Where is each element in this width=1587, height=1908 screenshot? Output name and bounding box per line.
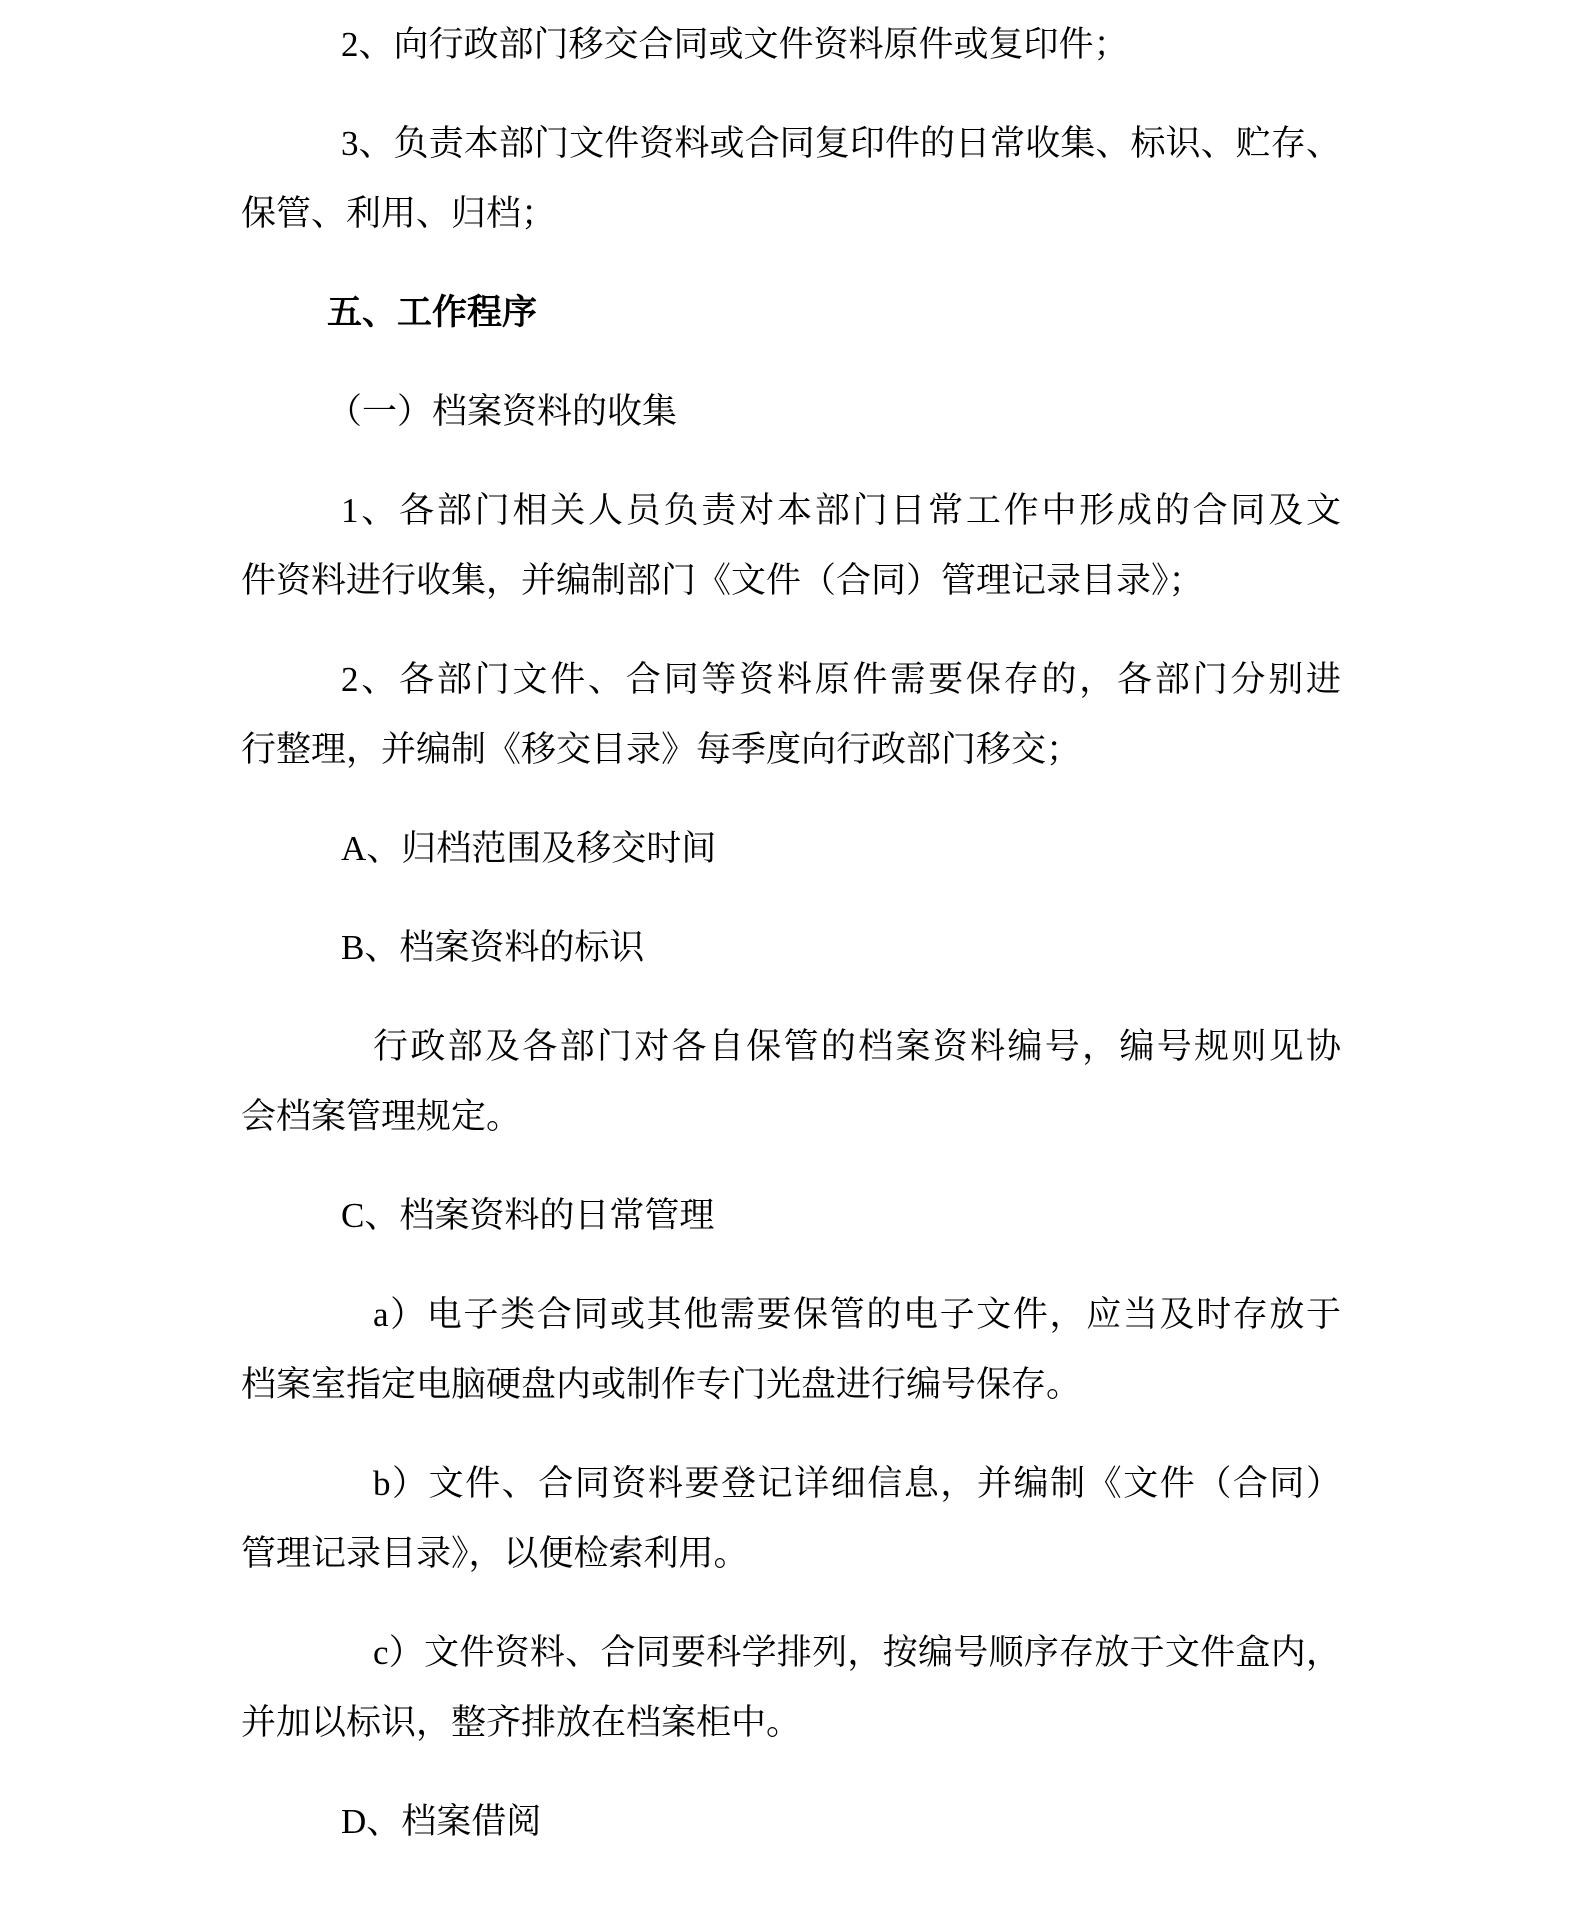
paragraph-item-2-transfer-to-admin xyxy=(241,10,1341,80)
text-line: C、档案资料的日常管理 xyxy=(341,1196,715,1235)
heading-text: 五、工作程序 xyxy=(327,293,538,332)
text-line: a）电子类合同或其他需要保管的电子文件，应当及时存放于 xyxy=(373,1295,1341,1334)
paragraph-item-b-registration xyxy=(241,1449,1341,1589)
paragraph-item-3-daily-collection xyxy=(241,109,1341,249)
text-line: 管理记录目录》，以便检索利用。 xyxy=(241,1534,749,1573)
paragraph-item-B-archive-labeling xyxy=(241,913,1341,983)
text-line: 3、负责本部门文件资料或合同复印件的日常收集、标识、贮存、 xyxy=(341,124,1341,163)
text-line: 1、各部门相关人员负责对本部门日常工作中形成的合同及文 xyxy=(341,491,1341,530)
paragraph-item-2-original-preservation xyxy=(241,645,1341,785)
text-line: 并加以标识，整齐排放在档案柜中。 xyxy=(241,1703,802,1742)
paragraph-item-D-archive-borrowing xyxy=(241,1787,1341,1857)
text-line: A、归档范围及移交时间 xyxy=(341,829,717,868)
text-line: 行政部及各部门对各自保管的档案资料编号，编号规则见协 xyxy=(373,1027,1341,1066)
document-text-body xyxy=(241,10,1341,1886)
text-line: b）文件、合同资料要登记详细信息，并编制《文件（合同） xyxy=(373,1464,1341,1503)
text-line: 会档案管理规定。 xyxy=(241,1097,522,1136)
paragraph-item-c-arrangement xyxy=(241,1618,1341,1758)
text-line: 档案室指定电脑硬盘内或制作专门光盘进行编号保存。 xyxy=(241,1365,1082,1404)
heading-work-procedure xyxy=(241,278,1341,348)
text-line: 件资料进行收集，并编制部门《文件（合同）管理记录目录》； xyxy=(241,561,1204,600)
paragraph-item-a-electronic-files xyxy=(241,1280,1341,1420)
text-line: D、档案借阅 xyxy=(341,1802,542,1841)
text-line: 行整理，并编制《移交目录》每季度向行政部门移交； xyxy=(241,730,1082,769)
section-heading-archive-collection xyxy=(241,377,1341,447)
paragraph-item-C-daily-management xyxy=(241,1181,1341,1251)
paragraph-item-1-department-staff xyxy=(241,476,1341,616)
text-line: 2、向行政部门移交合同或文件资料原件或复印件； xyxy=(341,25,1129,64)
paragraph-item-A-filing-scope xyxy=(241,814,1341,884)
text-line: c）文件资料、合同要科学排列，按编号顺序存放于文件盒内， xyxy=(373,1633,1341,1672)
text-line: B、档案资料的标识 xyxy=(341,928,645,967)
text-line: 2、各部门文件、合同等资料原件需要保存的，各部门分别进 xyxy=(341,660,1341,699)
text-line: 保管、利用、归档； xyxy=(241,194,557,233)
section-heading-text: （一）档案资料的收集 xyxy=(327,392,678,431)
paragraph-numbering-rule xyxy=(241,1012,1341,1152)
